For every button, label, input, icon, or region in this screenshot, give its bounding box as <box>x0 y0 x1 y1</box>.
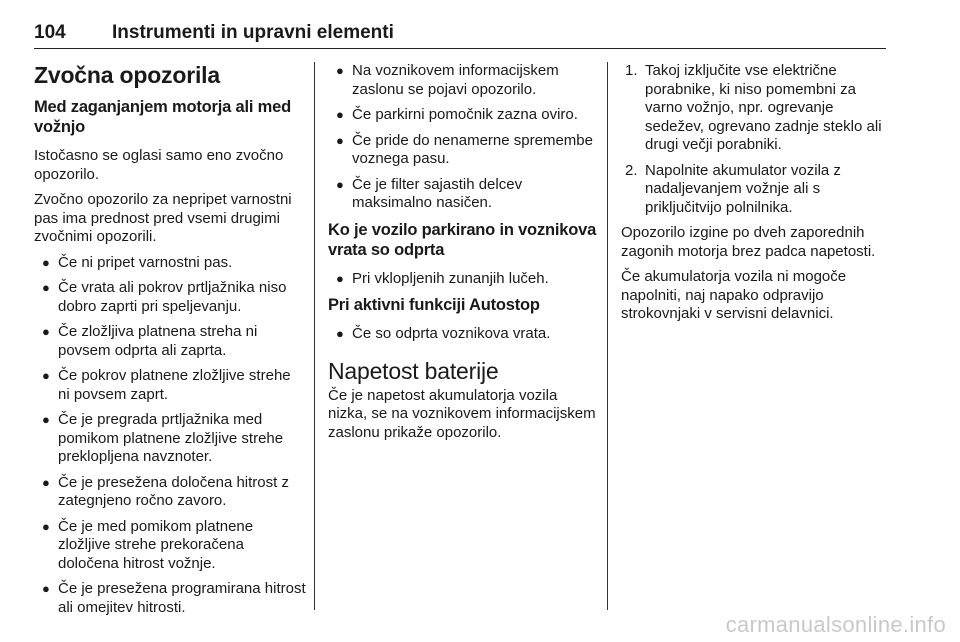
page-header <box>34 22 886 49</box>
column-3 <box>621 62 889 331</box>
bullet-icon: ● <box>336 176 344 192</box>
chapter-title: Instrumenti in upravni elementi <box>112 22 394 43</box>
bullet-icon: ● <box>336 107 344 122</box>
section-title: Napetost baterije <box>328 357 499 384</box>
bullet-list <box>34 254 306 618</box>
bullet-icon: ● <box>42 412 50 427</box>
list-item: ● Če je pregrada prtljažnika med pomikom platnene zložljive strehe preklopljena navznoter. <box>42 411 284 465</box>
list-item: ● Če je presežena določena hitrost z zategnjeno ročno zavoro. <box>42 473 289 509</box>
subsection-title: Ko je vozilo parkirano in voznikova vrata so odprta <box>328 220 597 259</box>
list-item: 2. Napolnite akumulator vozila z nadaljevanjem vožnje ali s priključitvijo polnilnika. <box>625 161 841 216</box>
column-1 <box>34 62 306 624</box>
list-item: ● Če ni pripet varnostni pas. <box>42 253 233 271</box>
bullet-icon: ● <box>336 63 344 78</box>
watermark: carmanualsonline.info <box>725 612 946 637</box>
bullet-icon: ● <box>42 518 50 534</box>
list-item: ● Če pride do nenamerne spremembe voznega pasu. <box>336 131 593 167</box>
list-item: ● Če je presežena programirana hitrost ali omejitev hitrosti. <box>42 580 306 616</box>
list-item: ● Če vrata ali pokrov prtljažnika niso dobro zaprti pri speljevanju. <box>42 279 287 315</box>
bullet-list <box>328 62 600 213</box>
column-2 <box>328 62 600 449</box>
list-item: ● Če pokrov platnene zložljive strehe ni povsem zaprt. <box>42 367 291 403</box>
list-item: ● Če so odprta voznikova vrata. <box>336 325 551 342</box>
column-divider-1 <box>314 62 315 610</box>
bullet-icon: ● <box>42 280 50 295</box>
section-title: Zvočna opozorila <box>34 62 220 88</box>
page-number: 104 <box>34 22 66 43</box>
paragraph: Zvočno opozorilo za nepripet varnostni pas ima prednost pred vsemi drugimi zvočnimi opozorili. <box>34 191 292 245</box>
bullet-icon: ● <box>336 326 344 341</box>
numbered-list <box>621 62 889 217</box>
bullet-list <box>328 270 600 289</box>
list-item: ● Če parkirni pomočnik zazna oviro. <box>336 106 578 123</box>
bullet-icon: ● <box>336 270 344 286</box>
bullet-icon: ● <box>42 581 50 596</box>
bullet-icon: ● <box>42 254 50 270</box>
bullet-icon: ● <box>42 474 50 490</box>
list-item: ● Če zložljiva platnena streha ni povsem odprta ali zaprta. <box>42 323 258 359</box>
list-item: ● Pri vklopljenih zunanjih lučeh. <box>336 269 549 287</box>
list-item: ● Če je filter sajastih delcev maksimalno nasičen. <box>336 175 523 211</box>
list-item: 1. Takoj izključite vse električne porabnike, ki niso pomembni za varno vožnjo, npr. ogrevanje sedežev, ogrevano zadnje steklo ali drugi večji porabniki. <box>625 62 882 153</box>
list-item: ● Na voznikovem informacijskem zaslonu se pojavi opozorilo. <box>336 62 559 98</box>
bullet-list <box>328 325 600 344</box>
subsection-title: Med zaganjanjem motorja ali med vožnjo <box>34 98 291 136</box>
subsection-title: Pri aktivni funkciji Autostop <box>328 296 540 314</box>
bullet-icon: ● <box>336 132 344 148</box>
paragraph: Če je napetost akumulatorja vozila nizka, se na voznikovem informacijskem zaslonu prikaže opozorilo. <box>328 386 596 441</box>
paragraph: Istočasno se oglasi samo eno zvočno opozorilo. <box>34 147 284 183</box>
paragraph: Opozorilo izgine po dveh zaporednih zagonih motorja brez padca napetosti. <box>621 224 876 260</box>
list-item: ● Če je med pomikom platnene zložljive strehe prekoračena določena hitrost vožnje. <box>42 517 254 572</box>
paragraph: Če akumulatorja vozila ni mogoče napolniti, naj napako odpravijo strokovnjaki v servisni delavnici. <box>621 268 847 322</box>
bullet-icon: ● <box>42 368 50 383</box>
column-divider-2 <box>607 62 608 610</box>
bullet-icon: ● <box>42 324 50 339</box>
